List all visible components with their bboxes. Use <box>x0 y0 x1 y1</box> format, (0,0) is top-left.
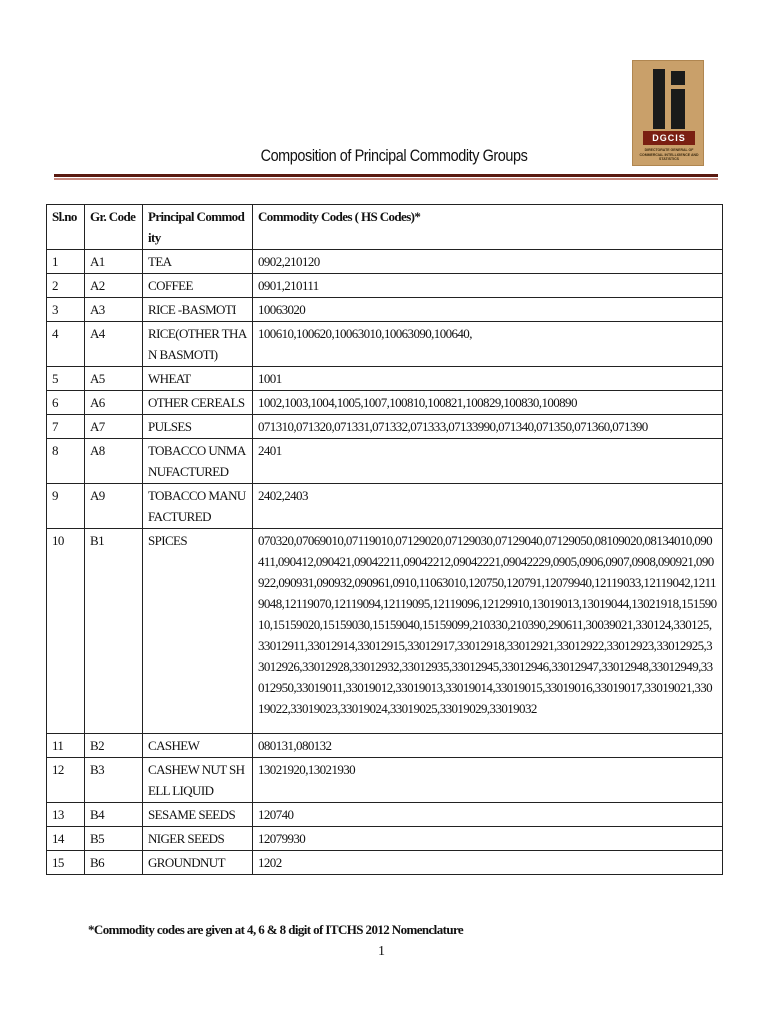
row-commodity: CASHEW <box>143 734 253 758</box>
row-slno: 5 <box>47 367 85 391</box>
row-gr-code: A6 <box>85 391 143 415</box>
row-slno: 6 <box>47 391 85 415</box>
row-hs-codes: 13021920,13021930 <box>253 758 723 803</box>
row-slno: 14 <box>47 827 85 851</box>
row-gr-code: B3 <box>85 758 143 803</box>
row-slno: 12 <box>47 758 85 803</box>
row-hs-codes: 0902,210120 <box>253 250 723 274</box>
table-row <box>47 439 723 484</box>
row-commodity: NIGER SEEDS <box>143 827 253 851</box>
title-rule-shadow <box>54 178 718 180</box>
row-gr-code: B5 <box>85 827 143 851</box>
row-hs-codes: 12079930 <box>253 827 723 851</box>
row-commodity: RICE -BASMOTI <box>143 298 253 322</box>
row-commodity: WHEAT <box>143 367 253 391</box>
logo-caption: DIRECTORATE GENERAL OF COMMERCIAL INTELLIGENCE AND STATISTICS <box>639 148 699 161</box>
row-commodity: GROUNDNUT <box>143 851 253 875</box>
row-hs-codes: 2401 <box>253 439 723 484</box>
row-commodity: CASHEW NUT SHELL LIQUID <box>143 758 253 803</box>
header-principal-commodity: Principal Commodity <box>143 205 253 250</box>
row-commodity: TEA <box>143 250 253 274</box>
table-row <box>47 734 723 758</box>
row-hs-codes: 120740 <box>253 803 723 827</box>
row-gr-code: A8 <box>85 439 143 484</box>
row-gr-code: B6 <box>85 851 143 875</box>
row-slno: 7 <box>47 415 85 439</box>
logo-badge: DGCIS <box>643 131 695 145</box>
table-row <box>47 529 723 734</box>
row-hs-codes: 1202 <box>253 851 723 875</box>
row-commodity: PULSES <box>143 415 253 439</box>
row-slno: 13 <box>47 803 85 827</box>
commodity-table <box>46 204 723 875</box>
row-hs-codes: 100610,100620,10063010,10063090,100640, <box>253 322 723 367</box>
row-hs-codes: 10063020 <box>253 298 723 322</box>
row-hs-codes: 070320,07069010,07119010,07129020,07129030,07129040,07129050,08109020,08134010,090411,090412,090421,09042211,09042212,09042221,09042229,0905,0906,0907,0908,090921,090922,090931,090932,090961,0910,11063010,120750,120791,12079940,12119033,12119042,12119048,12119070,12119094,12119095,12119096,12129910,13019013,13019044,13021918,15159010,15159020,15159030,15159040,15159099,210330,210390,290611,30039021,330124,330125,33012911,33012914,33012915,33012917,33012918,33012921,33012922,33012923,33012925,33012926,33012928,33012932,33012935,33012945,33012946,33012947,33012948,33012949,33012950,33019011,33019012,33019013,33019014,33019015,33019016,33019017,33019021,33019022,33019023,33019024,33019025,33019029,33019032 <box>253 529 723 734</box>
row-slno: 1 <box>47 250 85 274</box>
row-commodity: SPICES <box>143 529 253 734</box>
row-hs-codes: 080131,080132 <box>253 734 723 758</box>
row-gr-code: B1 <box>85 529 143 734</box>
row-gr-code: A2 <box>85 274 143 298</box>
logo-mark-dot <box>671 71 685 85</box>
row-slno: 15 <box>47 851 85 875</box>
table-row <box>47 250 723 274</box>
row-commodity: COFFEE <box>143 274 253 298</box>
row-slno: 9 <box>47 484 85 529</box>
table-row <box>47 827 723 851</box>
row-slno: 11 <box>47 734 85 758</box>
table-row <box>47 298 723 322</box>
row-slno: 10 <box>47 529 85 734</box>
table-row <box>47 391 723 415</box>
row-slno: 3 <box>47 298 85 322</box>
footnote: *Commodity codes are given at 4, 6 & 8 digit of ITCHS 2012 Nomenclature <box>88 922 464 937</box>
row-gr-code: B2 <box>85 734 143 758</box>
row-commodity: SESAME SEEDS <box>143 803 253 827</box>
page-title: Composition of Principal Commodity Groups <box>260 146 528 165</box>
row-slno: 2 <box>47 274 85 298</box>
row-hs-codes: 071310,071320,071331,071332,071333,07133990,071340,071350,071360,071390 <box>253 415 723 439</box>
header-commodity-codes: Commodity Codes ( HS Codes)* <box>253 205 723 250</box>
row-commodity: RICE(OTHER THAN BASMOTI) <box>143 322 253 367</box>
row-hs-codes: 2402,2403 <box>253 484 723 529</box>
row-hs-codes: 0901,210111 <box>253 274 723 298</box>
table-row <box>47 367 723 391</box>
header-slno: Sl.no <box>47 205 85 250</box>
header-gr-code: Gr. Code <box>85 205 143 250</box>
table-row <box>47 415 723 439</box>
table-row <box>47 803 723 827</box>
row-commodity: TOBACCO UNMANUFACTURED <box>143 439 253 484</box>
row-gr-code: A9 <box>85 484 143 529</box>
row-gr-code: A4 <box>85 322 143 367</box>
logo-mark <box>653 69 665 129</box>
table-header-row <box>47 205 723 250</box>
row-gr-code: A1 <box>85 250 143 274</box>
table-row <box>47 484 723 529</box>
row-gr-code: A3 <box>85 298 143 322</box>
row-hs-codes: 1001 <box>253 367 723 391</box>
logo-mark-bar <box>671 89 685 129</box>
row-slno: 4 <box>47 322 85 367</box>
row-slno: 8 <box>47 439 85 484</box>
row-hs-codes: 1002,1003,1004,1005,1007,100810,100821,100829,100830,100890 <box>253 391 723 415</box>
table-row <box>47 322 723 367</box>
row-gr-code: B4 <box>85 803 143 827</box>
row-commodity: TOBACCO MANUFACTURED <box>143 484 253 529</box>
row-commodity: OTHER CEREALS <box>143 391 253 415</box>
table-row <box>47 851 723 875</box>
table-row <box>47 758 723 803</box>
row-gr-code: A5 <box>85 367 143 391</box>
title-rule <box>54 174 718 177</box>
page-number: 1 <box>378 944 385 959</box>
table-row <box>47 274 723 298</box>
row-gr-code: A7 <box>85 415 143 439</box>
